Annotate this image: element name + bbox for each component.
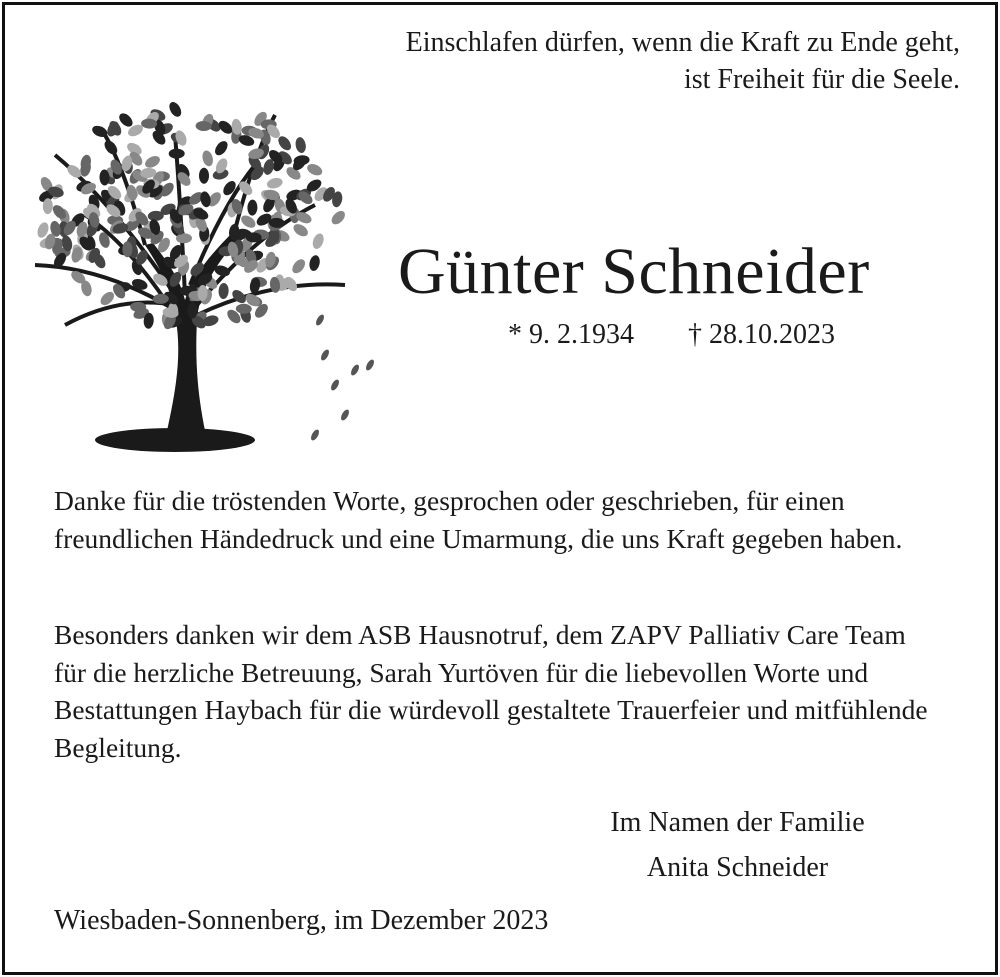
tree-icon <box>25 95 385 460</box>
thanks-paragraph: Danke für die tröstenden Worte, gesprochen oder geschrieben, für einen freundlichen Händedruck und eine Umarmung, die uns Kraft gegeben haben. <box>54 485 903 554</box>
death-date: † 28.10.2023 <box>688 319 835 350</box>
place-date: Wiesbaden-Sonnenberg, im Dezember 2023 <box>54 905 549 936</box>
signature <box>585 800 890 890</box>
deceased-name: Günter Schneider <box>398 235 870 308</box>
signature-name: Anita Schneider <box>646 852 829 883</box>
quote-line: ist Freiheit für die Seele. <box>683 64 960 95</box>
signature-line: Im Namen der Familie <box>610 807 865 838</box>
quote-line: Einschlafen dürfen, wenn die Kraft zu Ende geht, <box>405 27 960 58</box>
birth-date: * 9. 2.1934 <box>508 319 634 350</box>
quote <box>406 24 960 98</box>
special-thanks-paragraph: Besonders danken wir dem ASB Hausnotruf, dem ZAPV Palliativ Care Team für die herzliche Betreuung, Sarah Yurtöven für die liebevollen Worte und Bestattungen Haybach für die würdevoll gestaltete Trauerfeier und mitfühlende Begleitung. <box>54 619 928 763</box>
